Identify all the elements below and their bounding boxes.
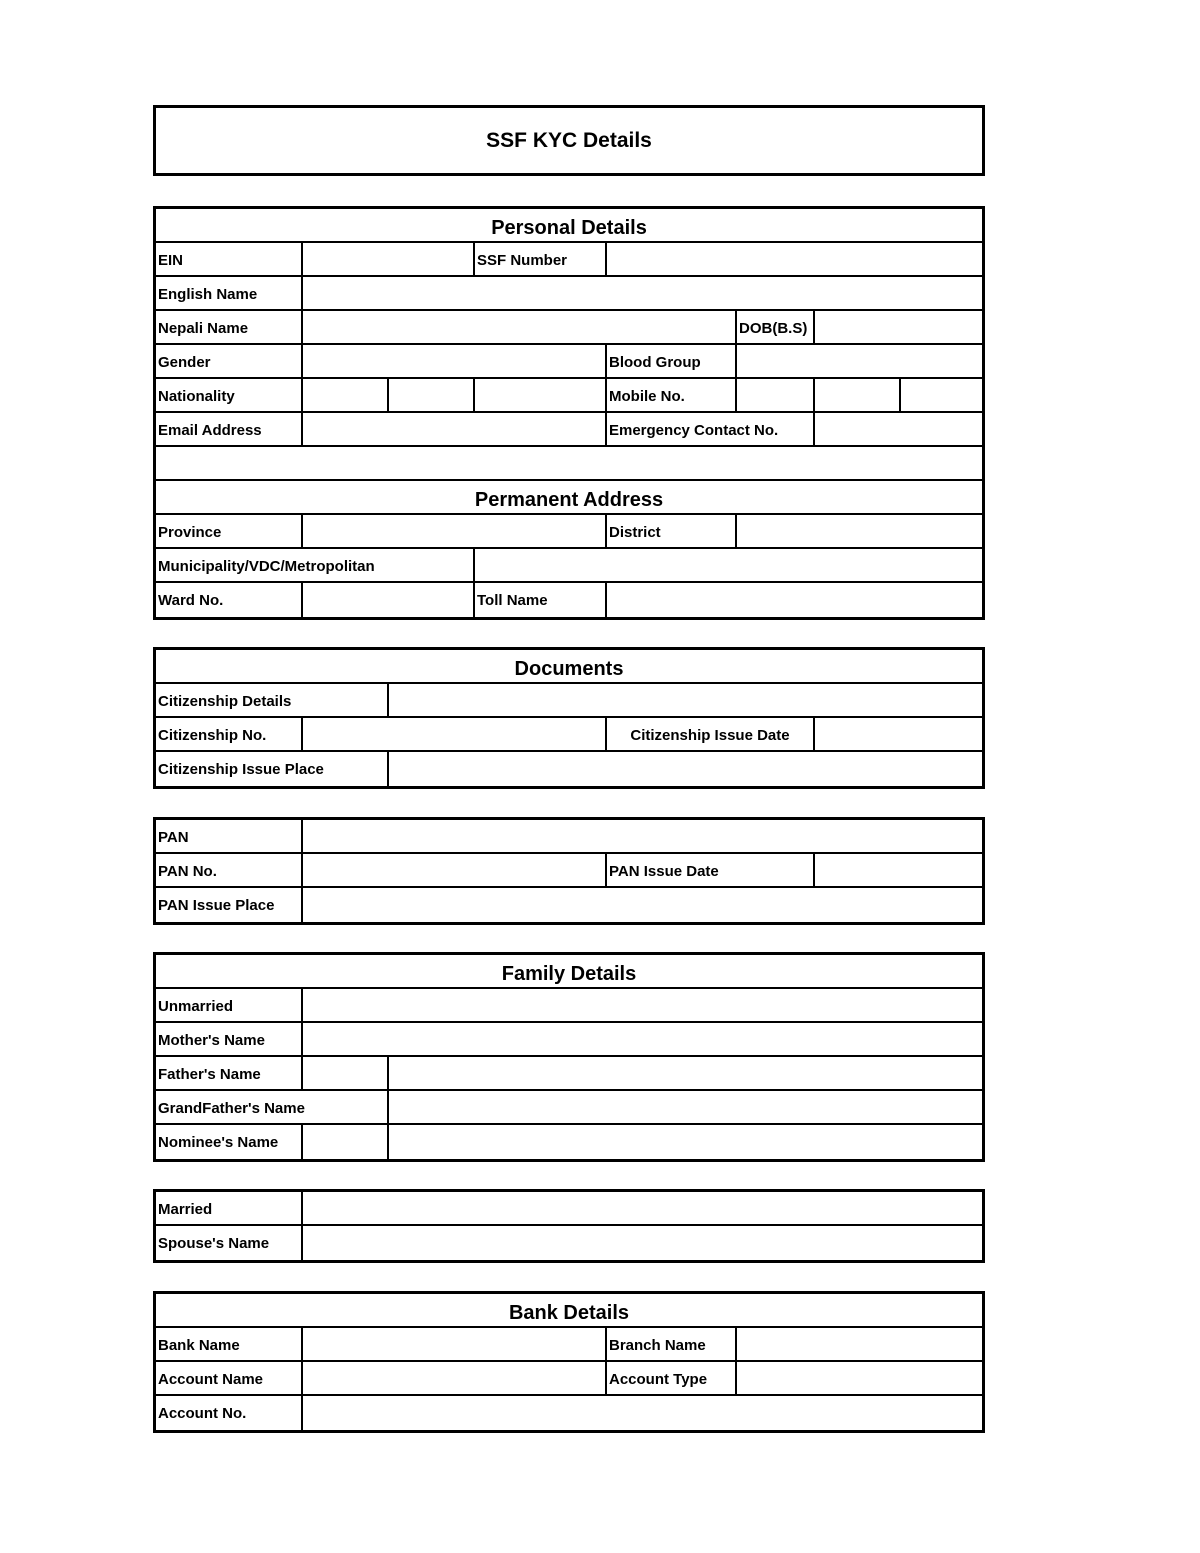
email-label: Email Address	[156, 413, 303, 445]
mobile-no-field-1[interactable]	[737, 379, 815, 411]
account-name-label: Account Name	[156, 1362, 303, 1394]
bank-name-row	[156, 1328, 982, 1362]
citizenship-issue-place-field[interactable]	[389, 752, 982, 786]
nepali-name-field[interactable]	[303, 311, 737, 343]
pan-field[interactable]	[303, 820, 982, 852]
unmarried-label: Unmarried	[156, 989, 303, 1021]
account-no-field[interactable]	[303, 1396, 982, 1430]
ein-row	[156, 243, 982, 277]
spouses-name-field[interactable]	[303, 1226, 982, 1260]
nominees-name-label: Nominee's Name	[156, 1125, 303, 1159]
ssf-number-label: SSF Number	[475, 243, 607, 275]
toll-name-field[interactable]	[607, 583, 982, 617]
nominees-name-field-2[interactable]	[389, 1125, 982, 1159]
district-field[interactable]	[737, 515, 982, 547]
citizenship-issue-date-field[interactable]	[815, 718, 982, 750]
citizenship-issue-place-label: Citizenship Issue Place	[156, 752, 389, 786]
dob-label: DOB(B.S)	[737, 311, 815, 343]
mobile-no-field-3[interactable]	[901, 379, 982, 411]
email-field[interactable]	[303, 413, 607, 445]
mothers-name-row	[156, 1023, 982, 1057]
ward-row	[156, 583, 982, 617]
ssf-number-field[interactable]	[607, 243, 982, 275]
fathers-name-field-2[interactable]	[389, 1057, 982, 1089]
documents-section	[153, 647, 985, 789]
citizenship-details-label: Citizenship Details	[156, 684, 389, 716]
pan-issue-place-label: PAN Issue Place	[156, 888, 303, 922]
citizenship-issue-date-label: Citizenship Issue Date	[607, 718, 815, 750]
email-row	[156, 413, 982, 447]
pan-issue-date-label: PAN Issue Date	[607, 854, 815, 886]
personal-details-heading: Personal Details	[156, 209, 982, 243]
pan-row	[156, 820, 982, 854]
municipality-field[interactable]	[475, 549, 982, 581]
fathers-name-field-1[interactable]	[303, 1057, 389, 1089]
blood-group-label: Blood Group	[607, 345, 737, 377]
citizenship-details-field[interactable]	[389, 684, 982, 716]
nationality-row	[156, 379, 982, 413]
gender-label: Gender	[156, 345, 303, 377]
fathers-name-label: Father's Name	[156, 1057, 303, 1089]
english-name-row	[156, 277, 982, 311]
bank-name-label: Bank Name	[156, 1328, 303, 1360]
pan-issue-place-row	[156, 888, 982, 922]
account-type-field[interactable]	[737, 1362, 982, 1394]
ein-field[interactable]	[303, 243, 475, 275]
citizenship-no-field[interactable]	[303, 718, 607, 750]
married-section	[153, 1189, 985, 1263]
ward-no-field[interactable]	[303, 583, 475, 617]
permanent-address-heading: Permanent Address	[156, 481, 982, 515]
blood-group-field[interactable]	[737, 345, 982, 377]
bank-name-field[interactable]	[303, 1328, 607, 1360]
citizenship-details-row	[156, 684, 982, 718]
grandfathers-name-row	[156, 1091, 982, 1125]
province-field[interactable]	[303, 515, 607, 547]
unmarried-field[interactable]	[303, 989, 982, 1021]
ward-no-label: Ward No.	[156, 583, 303, 617]
pan-label: PAN	[156, 820, 303, 852]
pan-section	[153, 817, 985, 925]
nepali-name-label: Nepali Name	[156, 311, 303, 343]
pan-issue-date-field[interactable]	[815, 854, 982, 886]
province-row	[156, 515, 982, 549]
pan-no-label: PAN No.	[156, 854, 303, 886]
english-name-label: English Name	[156, 277, 303, 309]
toll-name-label: Toll Name	[475, 583, 607, 617]
spouses-name-row	[156, 1226, 982, 1260]
pan-issue-place-field[interactable]	[303, 888, 982, 922]
nepali-name-row	[156, 311, 982, 345]
personal-details-section	[153, 206, 985, 620]
municipality-row	[156, 549, 982, 583]
gender-row	[156, 345, 982, 379]
gender-field[interactable]	[303, 345, 607, 377]
fathers-name-row	[156, 1057, 982, 1091]
ein-label: EIN	[156, 243, 303, 275]
mothers-name-label: Mother's Name	[156, 1023, 303, 1055]
married-field[interactable]	[303, 1192, 982, 1224]
form-title: SSF KYC Details	[486, 128, 652, 152]
pan-no-field[interactable]	[303, 854, 607, 886]
nationality-field-2[interactable]	[389, 379, 475, 411]
citizenship-no-row	[156, 718, 982, 752]
account-no-row	[156, 1396, 982, 1430]
nominees-name-row	[156, 1125, 982, 1159]
mobile-no-label: Mobile No.	[607, 379, 737, 411]
account-name-field[interactable]	[303, 1362, 607, 1394]
municipality-label: Municipality/VDC/Metropolitan	[156, 549, 475, 581]
district-label: District	[607, 515, 737, 547]
family-details-section	[153, 952, 985, 1162]
emergency-contact-field[interactable]	[815, 413, 982, 445]
form-title-box	[153, 105, 985, 176]
married-label: Married	[156, 1192, 303, 1224]
unmarried-row	[156, 989, 982, 1023]
account-type-label: Account Type	[607, 1362, 737, 1394]
nominees-name-field-1[interactable]	[303, 1125, 389, 1159]
bank-details-heading: Bank Details	[156, 1294, 982, 1328]
family-details-heading: Family Details	[156, 955, 982, 989]
english-name-field[interactable]	[303, 277, 982, 309]
blank-row	[156, 447, 982, 481]
citizenship-no-label: Citizenship No.	[156, 718, 303, 750]
grandfathers-name-field[interactable]	[389, 1091, 982, 1123]
branch-name-field[interactable]	[737, 1328, 982, 1360]
mobile-no-field-2[interactable]	[815, 379, 901, 411]
dob-field[interactable]	[815, 311, 982, 343]
pan-no-row	[156, 854, 982, 888]
emergency-contact-label: Emergency Contact No.	[607, 413, 815, 445]
nationality-field-1[interactable]	[303, 379, 389, 411]
spouses-name-label: Spouse's Name	[156, 1226, 303, 1260]
citizenship-issue-place-row	[156, 752, 982, 786]
bank-details-section	[153, 1291, 985, 1433]
branch-name-label: Branch Name	[607, 1328, 737, 1360]
mothers-name-field[interactable]	[303, 1023, 982, 1055]
grandfathers-name-label: GrandFather's Name	[156, 1091, 389, 1123]
documents-heading: Documents	[156, 650, 982, 684]
account-no-label: Account No.	[156, 1396, 303, 1430]
nationality-field-3[interactable]	[475, 379, 607, 411]
account-name-row	[156, 1362, 982, 1396]
province-label: Province	[156, 515, 303, 547]
nationality-label: Nationality	[156, 379, 303, 411]
married-row	[156, 1192, 982, 1226]
